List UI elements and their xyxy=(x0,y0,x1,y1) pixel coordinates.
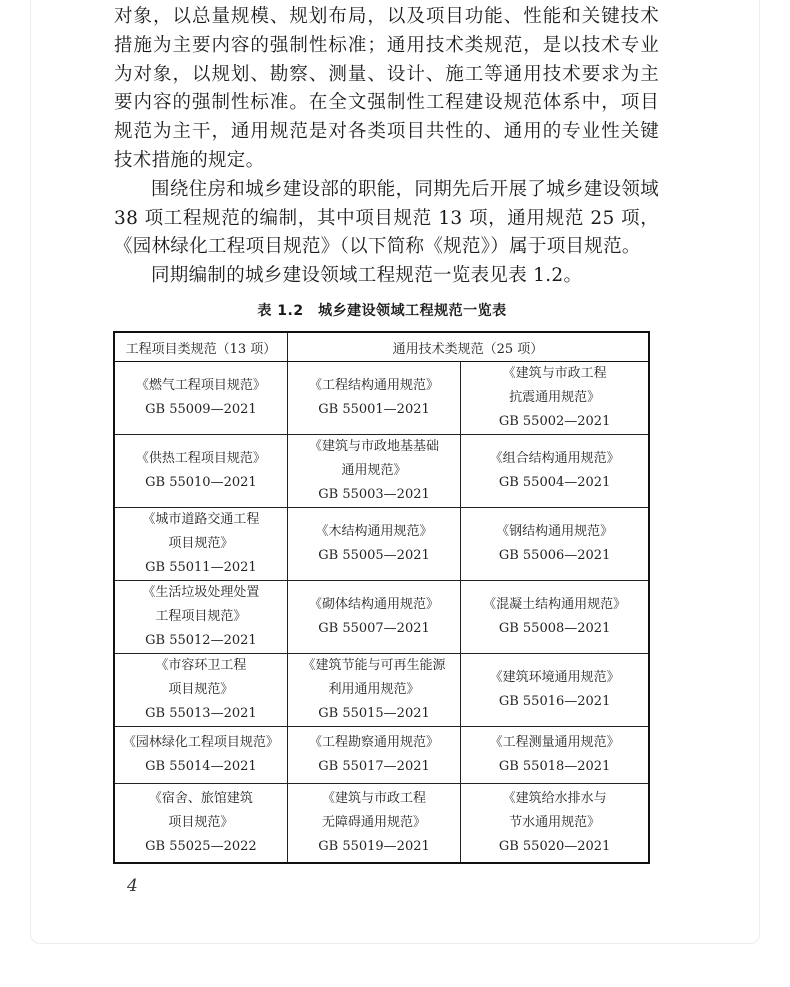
spec-title: 《建筑与市政地基基础 通用规范》 xyxy=(309,439,440,478)
spec-code: GB 55017—2021 xyxy=(318,759,430,774)
spec-code: GB 55006—2021 xyxy=(498,548,611,563)
spec-title: 《组合结构通用规范》 xyxy=(489,451,620,466)
page-number: 4 xyxy=(127,876,138,896)
spec-code: GB 55009—2021 xyxy=(145,402,257,417)
spec-title: 《木结构通用规范》 xyxy=(315,524,433,539)
spec-code: GB 55010—2021 xyxy=(145,475,257,490)
spec-code: GB 55025—2022 xyxy=(145,838,257,854)
table-cell xyxy=(287,435,460,508)
body-text xyxy=(114,3,659,291)
header-general-specs: 通用技术类规范（25 项） xyxy=(287,332,649,362)
table-row xyxy=(114,581,649,654)
spec-title: 《生活垃圾处理处置 工程项目规范》 xyxy=(142,585,260,624)
table-row xyxy=(114,508,649,581)
paragraph-2: 围绕住房和城乡建设部的职能，同期先后开展了城乡建设领域 38 项工程规范的编制，其中项目规范 13 项，通用规范 25 项，《园林绿化工程项目规范》（以下简称《规范》）属于项目规范。 xyxy=(114,178,659,258)
spec-code: GB 55002—2021 xyxy=(498,414,611,429)
spec-title: 《工程结构通用规范》 xyxy=(309,378,440,393)
spec-title: 《砌体结构通用规范》 xyxy=(309,597,440,612)
spec-title: 《建筑给水排水与 节水通用规范》 xyxy=(502,790,607,830)
spec-code: GB 55007—2021 xyxy=(318,621,430,636)
spec-code: GB 55011—2021 xyxy=(145,560,257,575)
spec-title: 《建筑与市政工程 无障碍通用规范》 xyxy=(322,790,427,830)
table-cell xyxy=(287,362,460,435)
spec-title: 《燃气工程项目规范》 xyxy=(135,378,266,393)
spec-title: 《园林绿化工程项目规范》 xyxy=(122,735,279,750)
spec-title: 《城市道路交通工程 项目规范》 xyxy=(142,512,260,551)
spec-code: GB 55018—2021 xyxy=(498,759,611,774)
table-header-row xyxy=(114,332,649,362)
table-cell xyxy=(114,581,287,654)
table-body xyxy=(114,362,649,863)
spec-code: GB 55008—2021 xyxy=(498,621,611,636)
header-project-specs: 工程项目类规范（13 项） xyxy=(114,332,287,362)
table-cell xyxy=(114,435,287,508)
paragraph-1: 对象，以总量规模、规划布局，以及项目功能、性能和关键技术措施为主要内容的强制性标准；通用技术类规范，是以技术专业为对象，以规划、勘察、测量、设计、施工等通用技术要求为主要内容的强制性标准。在全文强制性工程建设规范体系中，项目规范为主干，通用规范是对各类项目共性的、通用的专业性关键技术措施的规定。 xyxy=(114,6,659,171)
spec-code: GB 55019—2021 xyxy=(318,838,430,854)
table-cell xyxy=(114,508,287,581)
spec-title: 《建筑节能与可再生能源 利用通用规范》 xyxy=(302,658,446,697)
table-cell xyxy=(287,784,460,863)
table-cell xyxy=(287,581,460,654)
spec-title: 《工程测量通用规范》 xyxy=(489,735,620,750)
spec-title: 《宿舍、旅馆建筑 项目规范》 xyxy=(148,790,253,830)
table-cell xyxy=(461,581,649,654)
spec-title: 《建筑与市政工程 抗震通用规范》 xyxy=(502,366,607,405)
table-cell xyxy=(114,362,287,435)
table-cell xyxy=(114,784,287,863)
spec-title: 《市容环卫工程 项目规范》 xyxy=(155,658,247,697)
spec-title: 《混凝土结构通用规范》 xyxy=(483,597,627,612)
table-row xyxy=(114,727,649,784)
table-cell xyxy=(461,508,649,581)
table-cell xyxy=(461,727,649,784)
spec-code: GB 55004—2021 xyxy=(498,475,611,490)
spec-code: GB 55012—2021 xyxy=(145,633,257,648)
spec-code: GB 55015—2021 xyxy=(318,706,430,721)
table-cell xyxy=(461,654,649,727)
table-cell xyxy=(287,508,460,581)
spec-title: 《供热工程项目规范》 xyxy=(135,451,266,466)
spec-title: 《建筑环境通用规范》 xyxy=(489,670,620,685)
table-cell xyxy=(114,654,287,727)
spec-code: GB 55020—2021 xyxy=(498,838,611,854)
spec-code: GB 55016—2021 xyxy=(498,694,611,709)
table-cell xyxy=(287,727,460,784)
table-row xyxy=(114,362,649,435)
spec-code: GB 55003—2021 xyxy=(318,487,430,502)
table-cell xyxy=(461,435,649,508)
table-cell xyxy=(114,727,287,784)
paragraph-3: 同期编制的城乡建设领域工程规范一览表见表 1.2。 xyxy=(151,265,583,287)
spec-table xyxy=(113,331,650,864)
table-caption: 表 1.2 城乡建设领域工程规范一览表 xyxy=(257,303,507,319)
table-cell xyxy=(461,784,649,863)
spec-code: GB 55013—2021 xyxy=(145,706,257,721)
spec-title: 《工程勘察通用规范》 xyxy=(309,735,440,750)
spec-code: GB 55005—2021 xyxy=(318,548,430,563)
table-cell xyxy=(461,362,649,435)
table-cell xyxy=(287,654,460,727)
spec-title: 《钢结构通用规范》 xyxy=(496,524,614,539)
table-row xyxy=(114,784,649,863)
spec-code: GB 55014—2021 xyxy=(145,759,257,774)
spec-code: GB 55001—2021 xyxy=(318,402,430,417)
table-row xyxy=(114,654,649,727)
table-row xyxy=(114,435,649,508)
